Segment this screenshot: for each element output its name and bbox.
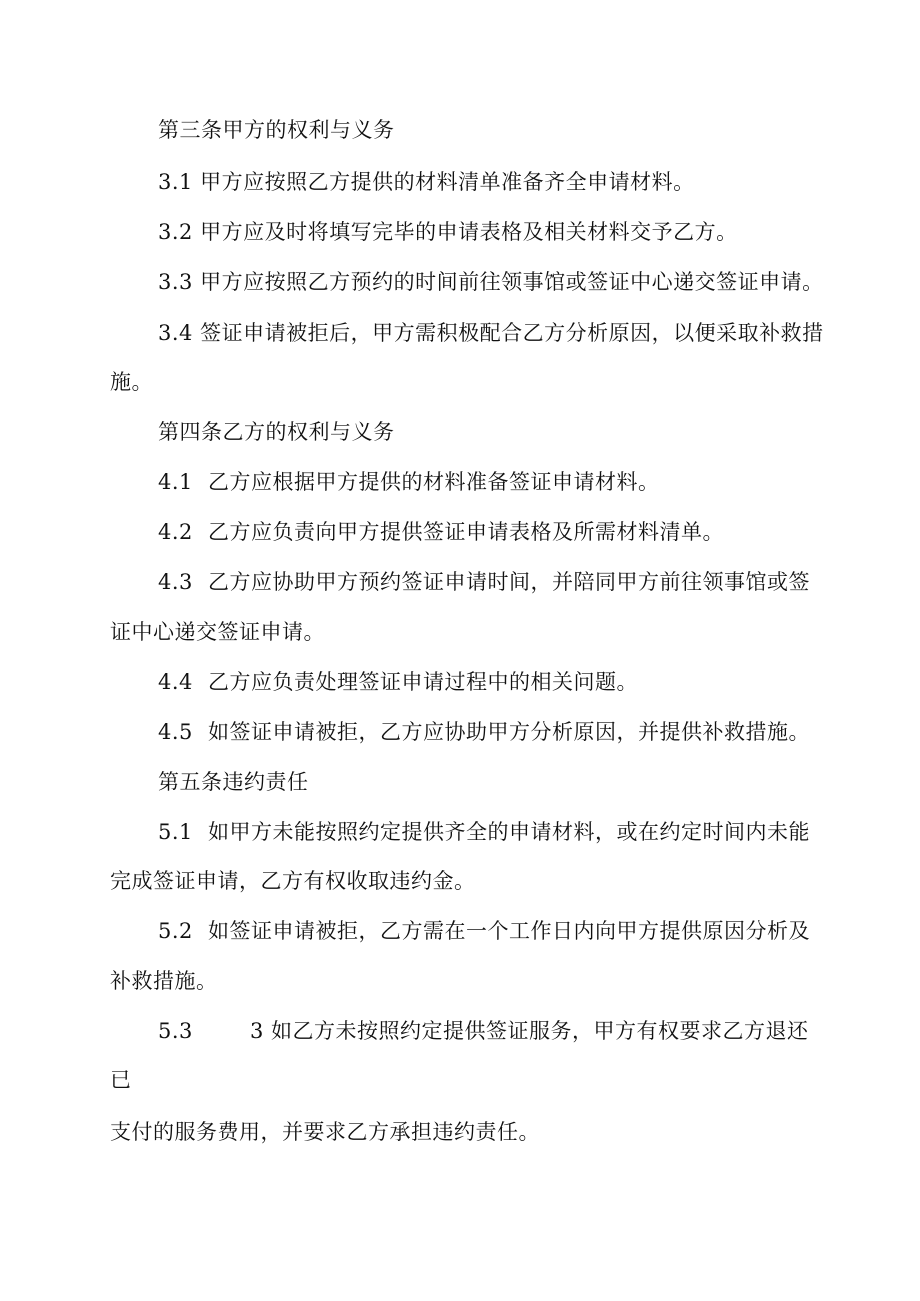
clause-4-1 xyxy=(158,458,660,506)
clause-4-3-line2: 证中心递交签证申请。 xyxy=(110,620,325,644)
clause-5-3 xyxy=(158,1007,809,1055)
clause-4-5 xyxy=(158,708,810,756)
clause-number: 4.2 xyxy=(158,520,193,544)
clause-text: 乙方应根据甲方提供的材料准备签证申请材料。 xyxy=(208,470,660,494)
clause-4-4 xyxy=(158,658,638,706)
clause-text: 3 如乙方未按照约定提供签证服务，甲方有权要求乙方退还 xyxy=(250,1019,809,1043)
clause-number: 5.1 xyxy=(158,820,193,844)
clause-text: 乙方应协助甲方预约签证申请时间，并陪同甲方前往领事馆或签 xyxy=(208,570,810,594)
clause-number: 5.2 xyxy=(158,919,193,943)
clause-5-2 xyxy=(158,907,810,955)
clause-text: 如签证申请被拒，乙方应协助甲方分析原因，并提供补救措施。 xyxy=(208,720,810,744)
clause-number: 5.3 xyxy=(158,1019,193,1043)
clause-4-3 xyxy=(158,558,810,606)
clause-text: 如签证申请被拒，乙方需在一个工作日内向甲方提供原因分析及 xyxy=(208,919,810,943)
clause-number: 4.4 xyxy=(158,670,193,694)
clause-3-4-line2: 施。 xyxy=(110,370,153,394)
clause-5-3-line2: 已 xyxy=(110,1068,132,1092)
clause-text: 如甲方未能按照约定提供齐全的申请材料，或在约定时间内未能 xyxy=(208,820,810,844)
clause-number: 4.3 xyxy=(158,570,193,594)
article3-heading: 第三条甲方的权利与义务 xyxy=(158,118,395,142)
clause-number: 4.5 xyxy=(158,720,193,744)
clause-3-2: 3.2 甲方应及时将填写完毕的申请表格及相关材料交予乙方。 xyxy=(158,220,738,244)
clause-5-1-line2: 完成签证申请，乙方有权收取违约金。 xyxy=(110,869,476,893)
clause-3-1: 3.1 甲方应按照乙方提供的材料清单准备齐全申请材料。 xyxy=(158,170,695,194)
clause-text: 乙方应负责处理签证申请过程中的相关问题。 xyxy=(208,670,638,694)
clause-5-1 xyxy=(158,808,810,856)
clause-number: 4.1 xyxy=(158,470,193,494)
article4-heading: 第四条乙方的权利与义务 xyxy=(158,420,395,444)
clause-5-3-line3: 支付的服务费用，并要求乙方承担违约责任。 xyxy=(110,1120,540,1144)
clause-3-3: 3.3 甲方应按照乙方预约的时间前往领事馆或签证中心递交签证申请。 xyxy=(158,270,824,294)
article5-heading: 第五条违约责任 xyxy=(158,770,309,794)
clause-5-2-line2: 补救措施。 xyxy=(110,969,218,993)
clause-4-2 xyxy=(158,508,724,556)
clause-text: 乙方应负责向甲方提供签证申请表格及所需材料清单。 xyxy=(208,520,724,544)
clause-3-4-line1: 3.4 签证申请被拒后，甲方需积极配合乙方分析原因，以便采取补救措 xyxy=(158,321,824,345)
